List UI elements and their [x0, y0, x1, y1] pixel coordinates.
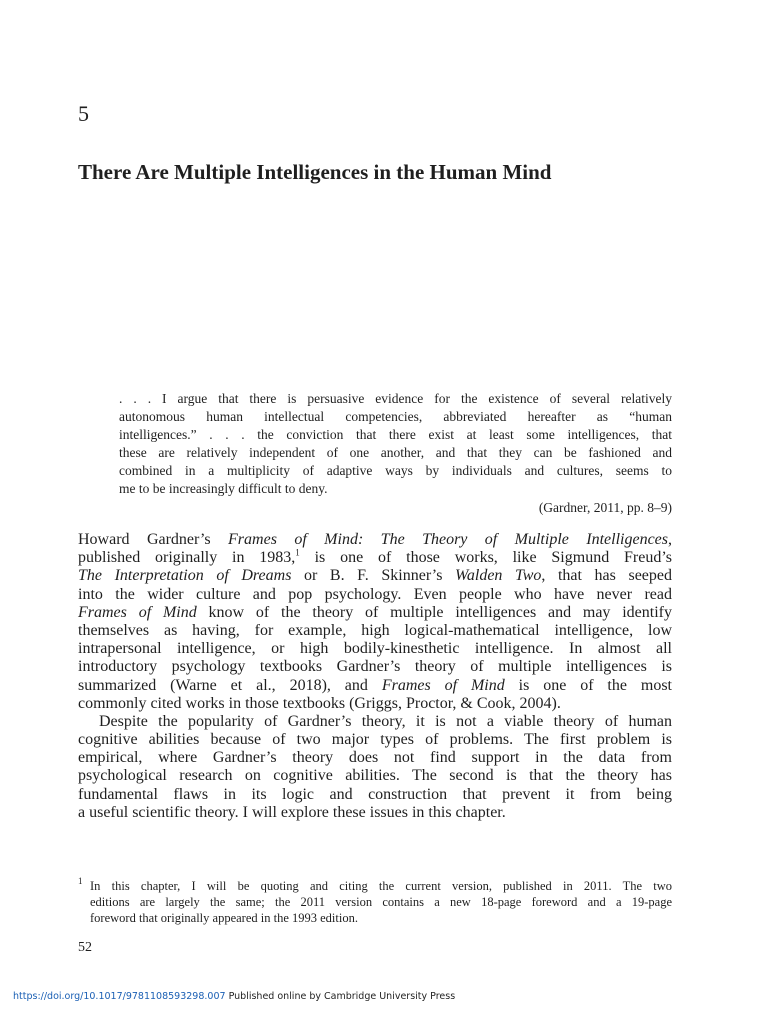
book-title: Frames of Mind — [78, 603, 197, 621]
epigraph-line: me to be increasingly difficult to deny. — [119, 481, 328, 496]
text-run: published originally in 1983, — [78, 549, 296, 567]
epigraph-line: combined in a multiplicity of adaptive ways by individuals and cultures, seems to — [119, 463, 672, 478]
book-title: Walden Two — [455, 567, 542, 585]
text-run: is one of the most — [504, 676, 672, 694]
book-title: Frames of Mind: The Theory of Multiple Intelligences — [228, 531, 669, 548]
footnote — [78, 878, 672, 926]
epigraph — [119, 390, 672, 517]
text-run: or B. F. Skinner’s — [291, 567, 456, 585]
footnote-mark: 1 — [78, 876, 83, 886]
epigraph-line: . . . I argue that there is persuasive evidence for the existence of several relatively — [119, 391, 672, 406]
paragraph-line: themselves as having, for example, high logical-mathematical intelligence, low — [78, 621, 672, 639]
paragraph-line: into the wider culture and pop psychology. Even people who have never read — [78, 585, 672, 603]
paragraph-line — [78, 549, 672, 567]
footnote-reference[interactable]: 1 — [295, 547, 300, 558]
paragraph-line: psychological research on cognitive abilities. The second is that the theory has — [78, 767, 672, 785]
paragraph-line: cognitive abilities because of two major types of problems. The first problem is — [78, 731, 672, 749]
body-text — [78, 531, 672, 822]
text-run: summarized (Warne et al., 2018), and — [78, 676, 382, 694]
text-run: , that has seeped — [541, 567, 672, 585]
paragraph-line: Despite the popularity of Gardner’s theory, it is not a viable theory of human — [99, 712, 672, 730]
paragraph-line — [78, 604, 672, 622]
doi-bar — [13, 991, 455, 1003]
paragraph-line — [78, 567, 672, 585]
book-title: The Interpretation of Dreams — [78, 567, 292, 585]
epigraph-citation: (Gardner, 2011, pp. 8–9) — [538, 500, 672, 515]
text-run: is one of those works, like Sigmund Freud’s — [299, 549, 673, 567]
paragraph-line: introductory psychology textbooks Gardner’s theory of multiple intelligences is — [78, 658, 672, 676]
paragraph-line: intrapersonal intelligence, or high bodily-kinesthetic intelligence. In almost all — [78, 640, 672, 658]
paragraph-line: fundamental flaws in its logic and construction that prevent it from being — [78, 785, 672, 803]
paragraph-line — [78, 531, 672, 549]
epigraph-line: intelligences.” . . . the conviction that there exist at least some intelligences, that — [119, 427, 672, 442]
paragraph-line: empirical, where Gardner’s theory does not find support in the data from — [78, 749, 672, 767]
epigraph-line: autonomous human intellectual competencies, abbreviated hereafter as “human — [119, 409, 672, 424]
epigraph-line: these are relatively independent of one another, and that they can be fashioned and — [119, 445, 672, 460]
paragraph-line — [78, 677, 672, 695]
text-run: , — [668, 531, 673, 548]
book-title: Frames of Mind — [381, 676, 505, 694]
paragraph-line: a useful scientific theory. I will explore these issues in this chapter. — [78, 803, 506, 821]
publisher-note: Published online by Cambridge University Press — [225, 991, 456, 1002]
text-run: Howard Gardner’s — [78, 531, 229, 548]
doi-link[interactable]: https://doi.org/10.1017/9781108593298.007 — [13, 991, 226, 1002]
page-number: 52 — [78, 940, 92, 955]
footnote-line: In this chapter, I will be quoting and citing the current version, published in 2011. The two — [90, 879, 672, 893]
chapter-number: 5 — [78, 101, 89, 126]
footnote-line: foreword that originally appeared in the 1993 edition. — [90, 911, 358, 925]
chapter-title: There Are Multiple Intelligences in the Human Mind — [78, 160, 552, 184]
text-run: know of the theory of multiple intelligences and may identify — [196, 603, 672, 621]
paragraph-line: commonly cited works in those textbooks (Griggs, Proctor, & Cook, 2004). — [78, 694, 561, 712]
footnote-line: editions are largely the same; the 2011 version contains a new 18-page foreword and a 19-page — [90, 895, 672, 909]
